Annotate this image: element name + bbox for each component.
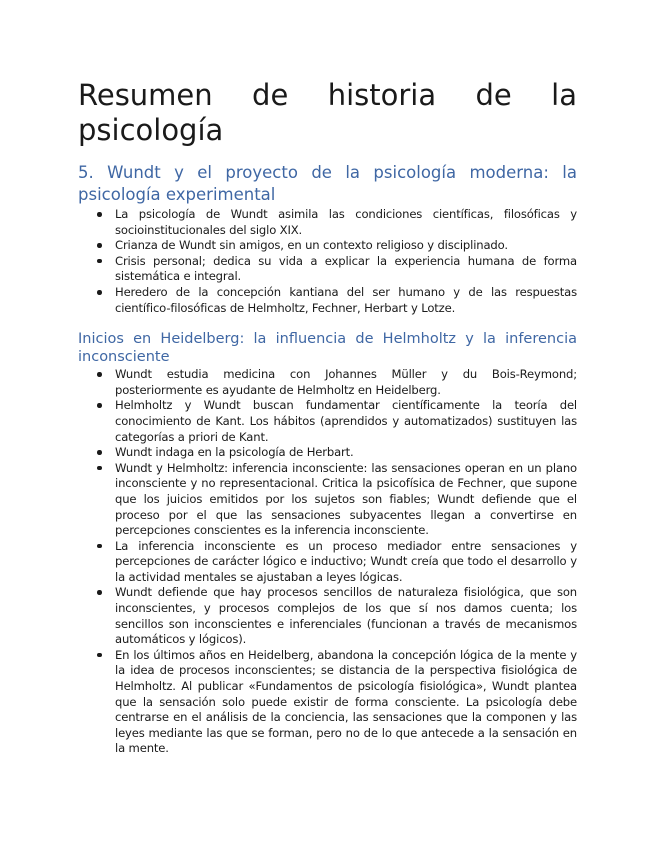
list-item	[78, 285, 577, 316]
bullet-icon	[97, 466, 102, 471]
bullet-icon	[97, 403, 102, 408]
section-2-list	[78, 367, 577, 757]
list-item	[78, 461, 577, 539]
bullet-icon	[97, 590, 102, 595]
list-item	[78, 207, 577, 238]
document-title-line-1: Resumen de historia de la	[78, 78, 577, 112]
list-item-text: Wundt indaga en la psicología de Herbart.	[115, 445, 354, 460]
list-item	[78, 585, 577, 647]
bullet-icon	[97, 290, 102, 295]
list-item	[78, 398, 577, 445]
list-item	[78, 648, 577, 757]
document-title-line-2: psicología	[78, 113, 224, 147]
section-1-list	[78, 207, 577, 316]
list-item	[78, 445, 577, 461]
section-1-heading: 5. Wundt y el proyecto de la psicología moderna: la psicología experimental	[78, 163, 577, 204]
bullet-icon	[97, 544, 102, 549]
list-item-text: La psicología de Wundt asimila las condiciones científicas, filosóficas y socioinstitucionales del siglo XIX.	[115, 207, 577, 237]
bullet-icon	[97, 450, 102, 455]
list-item-text: Wundt estudia medicina con Johannes Müller y du Bois-Reymond; posteriormente es ayudante de Helmholtz en Heidelberg.	[115, 367, 577, 397]
document-page	[78, 78, 577, 757]
list-item-text: En los últimos años en Heidelberg, abandona la concepción lógica de la mente y la idea de procesos inconscientes; se distancia de la perspectiva fisiológica de Helmholtz. Al publicar «Fundamentos de psicología fisiológica», Wundt plantea que la sensación solo puede existir de forma consciente. La psicología debe centrarse en el análisis de la conciencia, las sensaciones que la componen y las leyes mediante las que se forman, pero no de lo que antecede a la sensación en la mente.	[115, 647, 577, 756]
list-item-text: La inferencia inconsciente es un proceso mediador entre sensaciones y percepciones de carácter lógico e inductivo; Wundt creía que todo el desarrollo y la actividad mentales se ajustaban a leyes lógicas.	[115, 538, 577, 584]
section-2-heading: Inicios en Heidelberg: la influencia de Helmholtz y la inferencia inconsciente	[78, 331, 577, 366]
list-item-text: Wundt defiende que hay procesos sencillos de naturaleza fisiológica, que son inconscientes, y procesos complejos de los que sí nos damos cuenta; los sencillos son inconscientes e inferenciales (funcionan a través de mecanismos automáticos y lógicos).	[115, 585, 577, 647]
bullet-icon	[97, 212, 102, 217]
list-item	[78, 367, 577, 398]
list-item-text: Wundt y Helmholtz: inferencia inconsciente: las sensaciones operan en un plano inconsciente y no representacional. Critica la psicofísica de Fechner, que supone que los juicios emitidos por los sujetos son fiables; Wundt defiende que el proceso por el que las sensaciones subyacentes llegan a convertirse en percepciones conscientes es la inferencia inconsciente.	[115, 460, 577, 538]
bullet-icon	[97, 259, 102, 264]
list-item-text: Crisis personal; dedica su vida a explicar la experiencia humana de forma sistemática e integral.	[115, 253, 577, 284]
list-item	[78, 254, 577, 285]
list-item-text: Crianza de Wundt sin amigos, en un contexto religioso y disciplinado.	[115, 238, 508, 253]
document-title	[78, 78, 577, 148]
bullet-icon	[97, 653, 102, 658]
bullet-icon	[97, 243, 102, 248]
bullet-icon	[97, 372, 102, 377]
list-item-text: Heredero de la concepción kantiana del ser humano y de las respuestas científico-filosóficas de Helmholtz, Fechner, Herbart y Lotze.	[115, 284, 577, 315]
list-item	[78, 539, 577, 586]
list-item-text: Helmholtz y Wundt buscan fundamentar científicamente la teoría del conocimiento de Kant. Los hábitos (aprendidos y automatizados) sustituyen las categorías a priori de Kant.	[115, 398, 577, 444]
list-item	[78, 238, 577, 254]
